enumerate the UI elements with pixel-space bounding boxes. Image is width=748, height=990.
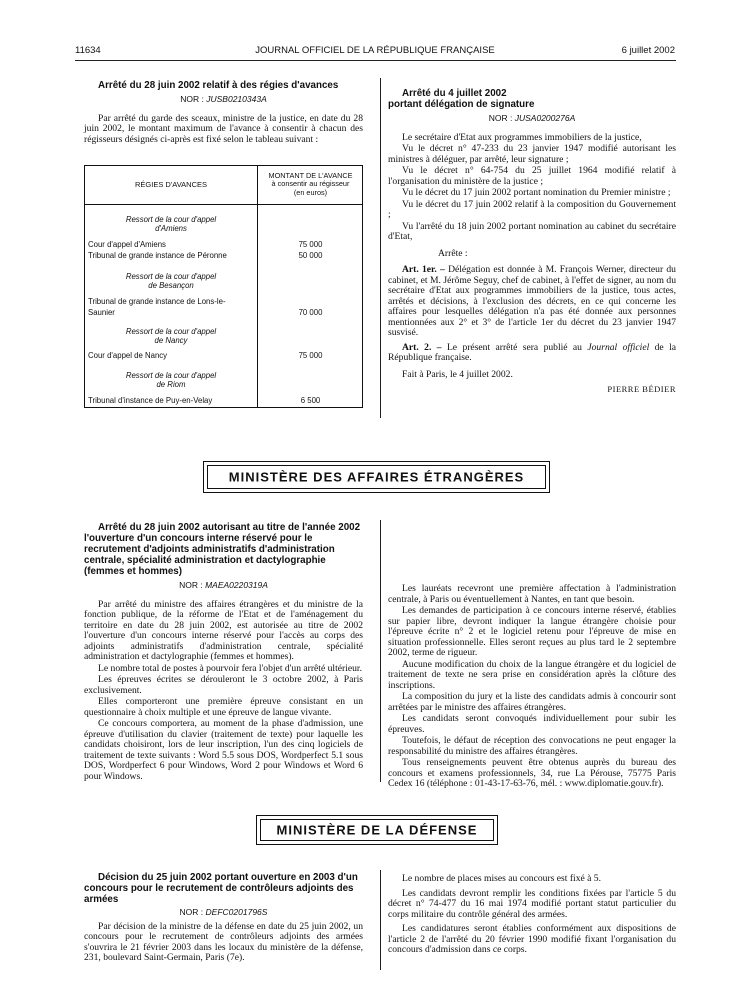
article-concours-interne: [84, 522, 363, 782]
paragraph: Le nombre total de postes à pourvoir fera l'objet d'un arrêté ultérieur.: [98, 662, 362, 674]
article-delegation: [388, 88, 676, 395]
table-section: Ressort de la cour d'appel de Riom: [125, 371, 217, 389]
table-header-montant: MONTANT DE L'AVANCE à consentir au régisseur (en euros): [268, 171, 353, 197]
article-title: Arrêté du 28 juin 2002 autorisant au titre de l'année 2002 l'ouverture d'un concours interne réservé pour le recrutement d'adjoints administratifs d'administration centrale, spécialité administration et dactylographie (femmes et hommes): [84, 522, 361, 577]
article-2: Art. 2. – Le présent arrêté sera publié au Journal officiel de la République française.: [388, 341, 676, 363]
nor-reference: NOR : MAEA0220319A: [179, 580, 268, 590]
ministry-banner: MINISTÈRE DES AFFAIRES ÉTRANGÈRES: [203, 461, 550, 493]
column-divider: [380, 870, 381, 970]
table-section: Ressort de la cour d'appel de Besançon: [125, 272, 217, 290]
page-number: 11634: [75, 45, 101, 56]
paragraph: Les lauréats recevront une première affectation à l'administration centrale, à Paris ou éventuellement à Nantes, en tant que besoin.: [388, 583, 676, 605]
paragraph: Le nombre de places mises au concours est fixé à 5.: [402, 873, 602, 884]
paragraph: Aucune modification du choix de la langue étrangère et du logiciel de traitement de texte ne sera prise en considération après la clôture des inscriptions.: [388, 658, 676, 691]
header-rule: [75, 60, 676, 61]
paragraph: Ce concours comportera, au moment de la phase d'admission, une épreuve d'utilisation du clavier (traitement de texte) pour laquelle les candidats choisiront, lors de leur inscription, l'un des cinq logiciels de traitement de texte suivants : Word 5.5 sous DOS, Wordperfect 5.1 sous DOS, Wordperfect 6 pour Windows, Word 2 pour Windows et Word 6 pour Windows.: [84, 718, 363, 782]
article-regies: [84, 80, 363, 145]
paragraph: Par arrêté du garde des sceaux, ministre de la justice, en date du 28 juin 2002, le montant maximum de l'avance à consentir à chacun des régisseurs désignés ci-après est fixé selon le tableau suivant :: [84, 112, 363, 145]
paragraph: Vu le décret n° 64-754 du 25 juillet 1964 modifié relatif à l'organisation du ministère de la justice ;: [388, 165, 676, 187]
paragraph: Les candidatures seront établies conformément aux dispositions de l'article 2 de l'arrêté du 20 février 1990 modifié fixant l'organisation du concours d'admission dans ce corps.: [388, 923, 676, 955]
paragraph: Par arrêté du ministre des affaires étrangères et du ministre de la fonction publique, de la réforme de l'Etat et de l'aménagement du territoire en date du 28 juin 2002, est autorisée au titre de 2002 l'ouverture d'un concours interne réservé pour l'accès au corps des adjoints administratifs d'administration centrale, spécialité administration et dactylographie (femmes et hommes).: [84, 598, 363, 662]
nor-reference: NOR : JUSA0200276A: [488, 113, 576, 123]
paragraph: Elles comporteront une première épreuve consistant en un questionnaire à choix multiple et une épreuve de langue vivante.: [84, 696, 363, 718]
article-title: Arrêté du 28 juin 2002 relatif à des régies d'avances: [98, 80, 339, 91]
paragraph: Vu le décret du 17 juin 2002 relatif à la composition du Gouvernement ;: [388, 198, 676, 220]
table-header-regies: RÉGIES D'AVANCES: [134, 180, 207, 189]
arrete-line: Arrête :: [438, 247, 468, 259]
column-divider: [380, 520, 381, 782]
paragraph: Tous renseignements peuvent être obtenus auprès du bureau des concours et examens professionnels, 34, rue La Pérouse, 75775 Paris Cedex 16 (téléphone : 01-43-17-63-76, mél. : www.diplomatie.gouv.fr).: [388, 757, 676, 789]
issue-date: 6 juillet 2002: [621, 45, 675, 56]
fait-line: Fait à Paris, le 4 juillet 2002.: [402, 368, 513, 380]
article-title: Arrêté du 4 juillet 2002 portant délégation de signature: [388, 88, 535, 110]
table-section: Ressort de la cour d'appel d'Amiens: [125, 215, 217, 233]
article-controleurs: [84, 872, 363, 964]
article-controleurs-cont: [388, 874, 676, 956]
paragraph: Vu le décret du 17 juin 2002 portant nomination du Premier ministre ;: [402, 187, 671, 198]
article-1: Art. 1er. – Délégation est donnée à M. François Werner, directeur du cabinet, et M. Jérôme Seguy, chef de cabinet, à l'effet de signer, au nom du secrétaire d'Etat aux programmes immobiliers de la justice, tous actes, arrêtés et décisions, à l'exclusion des décrets, en ce qui concerne les affaires pour lesquelles délégation n'a pas été donnée aux personnes mentionnées aux 2° et 3° de l'article 1er du décret du 23 janvier 1947 susvisé.: [388, 264, 676, 338]
paragraph: La composition du jury et la liste des candidats admis à concourir sont arrêtées par le ministre des affaires étrangères.: [388, 691, 676, 713]
table-section: Ressort de la cour d'appel de Nancy: [125, 327, 217, 345]
paragraph: Les candidats seront convoqués individuellement pour subir les épreuves.: [388, 713, 676, 735]
paragraph: Les demandes de participation à ce concours interne réservé, établies sur papier libre, devront indiquer la langue étrangère choisie pour l'épreuve écrite n° 2 et le logiciel retenu pour l'épreuve de mise en situation professionnelle. Elles seront reçues au plus tard le 2 septembre 2002, terme de rigueur.: [388, 605, 676, 658]
paragraph: Toutefois, le défaut de réception des convocations ne peut engager la responsabilité du ministre des affaires étrangères.: [388, 735, 676, 757]
regies-table: RÉGIES D'AVANCES MONTANT DE L'AVANCE à consentir au régisseur (en euros) Ressort de la cour d'appel d'Amiens Cour d'appel d'Amiens 75 000 Tribunal de grande instance de Péronne 50 000 Ressort de la cour d'appel de Besançon Tribunal de grande instance de Lons-le- Saunier 70 000 Ressort de la cour d'appel de Nancy Cour d'appel de Nancy 75 000 Ressort de la cour d'appel de Riom Tribunal d'instance de Puy-en-Velay 6 500: [84, 165, 363, 408]
nor-reference: NOR : DEFC0201796S: [179, 907, 268, 917]
column-divider: [380, 78, 381, 418]
paragraph: Vu l'arrêté du 18 juin 2002 portant nomination au cabinet du secrétaire d'Etat,: [388, 220, 676, 242]
paragraph: Par décision de la ministre de la défense en date du 25 juin 2002, un concours pour le recrutement de contrôleurs adjoints des armées s'ouvrira le 21 février 2003 dans les locaux du ministère de la défense, 231, boulevard Saint-Germain, Paris (7e).: [84, 920, 363, 963]
page-header: [75, 45, 675, 59]
paragraph: Vu le décret n° 47-233 du 23 janvier 1947 modifié autorisant les ministres à déléguer, par arrêté, leur signature ;: [388, 143, 676, 165]
article-concours-interne-cont: [388, 584, 676, 790]
ministry-banner: MINISTÈRE DE LA DÉFENSE: [256, 815, 498, 845]
paragraph: Le secrétaire d'Etat aux programmes immobiliers de la justice,: [402, 131, 642, 143]
journal-title: JOURNAL OFFICIEL DE LA RÉPUBLIQUE FRANÇAISE: [255, 45, 495, 56]
article-title: Décision du 25 juin 2002 portant ouverture en 2003 d'un concours pour le recrutement de contrôleurs adjoints des armées: [84, 872, 358, 905]
paragraph: Les candidats devront remplir les conditions fixées par l'article 5 du décret n° 74-477 du 16 mai 1974 modifié portant statut particulier du corps militaire du contrôle général des armées.: [388, 887, 676, 920]
paragraph: Les épreuves écrites se dérouleront le 3 octobre 2002, à Paris exclusivement.: [84, 674, 363, 696]
nor-reference: NOR : JUSB0210343A: [180, 94, 267, 104]
signature: PIERRE BÉDIER: [607, 384, 676, 394]
